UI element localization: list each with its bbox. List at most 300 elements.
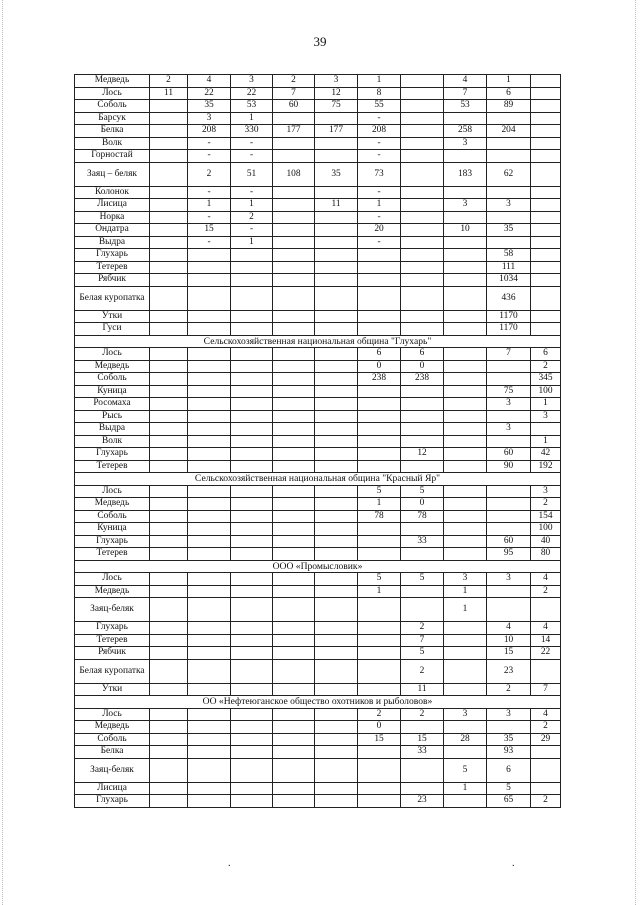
table-cell [273,398,315,411]
table-cell [487,137,531,150]
table-cell [188,435,231,448]
species-name: Тетерев [75,634,150,647]
table-cell [231,323,273,336]
species-name: Тетерев [75,261,150,274]
table-cell: - [358,137,401,150]
table-cell: 7 [401,634,444,647]
table-row [75,435,561,448]
table-row [75,795,561,808]
table-row [75,211,561,224]
table-cell: 1 [358,498,401,511]
table-cell [315,535,358,548]
table-row [75,721,561,734]
species-name: Горностай [75,150,150,163]
table-cell: 208 [188,125,231,138]
table-cell: 1 [358,585,401,598]
table-cell [150,448,188,461]
table-cell [231,498,273,511]
table-cell: 204 [487,125,531,138]
table-cell [444,236,487,249]
species-name: Лось [75,348,150,361]
table-cell [231,708,273,721]
table-cell [487,435,531,448]
table-cell: 1 [358,75,401,88]
table-cell [401,186,444,199]
table-row [75,659,561,683]
species-name: Белка [75,746,150,759]
table-cell: 8 [358,87,401,100]
table-row [75,510,561,523]
table-cell [273,186,315,199]
table-cell [401,211,444,224]
table-row [75,87,561,100]
table-cell [531,186,561,199]
table-cell [231,510,273,523]
table-cell [188,398,231,411]
table-cell [231,634,273,647]
table-row [75,261,561,274]
species-name: Глухарь [75,448,150,461]
table-cell [444,721,487,734]
table-cell [401,261,444,274]
table-cell [358,598,401,622]
table-cell: - [188,236,231,249]
section-title: Сельскохозяйственная национальная община "Глухарь" [75,335,561,348]
table-cell [531,199,561,212]
table-cell: 40 [531,535,561,548]
table-cell [150,659,188,683]
table-cell [531,162,561,186]
table-cell [444,510,487,523]
table-cell [273,385,315,398]
table-cell [188,535,231,548]
table-cell: 5 [401,573,444,586]
table-row [75,498,561,511]
table-cell [531,100,561,113]
table-cell [315,249,358,262]
table-cell [150,186,188,199]
table-cell: 3 [444,573,487,586]
section-header-row [75,335,561,348]
table-cell [401,249,444,262]
table-cell [444,683,487,696]
table-cell [273,485,315,498]
table-cell [150,125,188,138]
table-cell [444,460,487,473]
species-name: Волк [75,435,150,448]
table-cell: 1 [531,398,561,411]
table-cell [401,598,444,622]
species-name: Гуси [75,323,150,336]
table-cell [231,385,273,398]
table-cell [315,683,358,696]
table-cell [444,535,487,548]
table-cell [315,410,358,423]
table-cell [444,360,487,373]
table-cell [150,137,188,150]
table-cell [231,758,273,782]
table-cell [273,659,315,683]
table-cell [150,261,188,274]
table-cell [358,622,401,635]
table-cell: 7 [273,87,315,100]
table-cell [273,348,315,361]
table-row [75,708,561,721]
species-name: Белка [75,125,150,138]
table-cell [188,348,231,361]
table-cell [487,721,531,734]
table-row [75,573,561,586]
table-cell [401,410,444,423]
table-row [75,733,561,746]
table-cell: 2 [487,683,531,696]
table-cell: 3 [444,708,487,721]
table-cell [315,286,358,310]
table-cell [150,373,188,386]
table-cell: 5 [401,647,444,660]
table-cell [231,249,273,262]
table-row [75,125,561,138]
table-cell: 4 [531,708,561,721]
species-name: Глухарь [75,535,150,548]
table-cell [315,261,358,274]
table-cell: 6 [487,87,531,100]
table-cell [231,410,273,423]
table-row [75,647,561,660]
table-cell: 35 [487,224,531,237]
table-cell: 15 [487,647,531,660]
table-cell [358,683,401,696]
table-cell [231,721,273,734]
table-cell: 55 [358,100,401,113]
table-row [75,236,561,249]
table-cell: 7 [487,348,531,361]
table-cell [150,683,188,696]
table-cell: - [358,150,401,163]
scan-edge-left [2,0,4,905]
table-row [75,310,561,323]
table-cell [150,573,188,586]
table-cell [273,782,315,795]
table-cell [401,758,444,782]
table-cell [150,746,188,759]
table-cell [150,410,188,423]
table-cell: 89 [487,100,531,113]
table-cell [273,199,315,212]
table-cell: 3 [315,75,358,88]
table-cell [231,683,273,696]
table-cell: 3 [487,708,531,721]
table-cell [315,398,358,411]
species-name: Утки [75,310,150,323]
table-cell: 3 [444,137,487,150]
table-cell [273,211,315,224]
table-row [75,249,561,262]
species-name: Белая куропатка [75,659,150,683]
table-cell [231,261,273,274]
table-cell [188,261,231,274]
table-cell [188,498,231,511]
table-cell [444,410,487,423]
table-cell: 436 [487,286,531,310]
table-cell [188,683,231,696]
species-name: Норка [75,211,150,224]
table-cell [358,460,401,473]
table-cell [401,162,444,186]
table-cell [150,150,188,163]
table-cell: - [358,211,401,224]
table-cell [401,398,444,411]
table-cell [315,310,358,323]
table-cell: 7 [531,683,561,696]
table-cell [315,708,358,721]
table-cell [188,659,231,683]
table-cell [188,448,231,461]
table-row [75,410,561,423]
table-cell [444,286,487,310]
table-cell [273,460,315,473]
table-cell [401,460,444,473]
table-cell [273,510,315,523]
table-cell [315,323,358,336]
table-cell [315,150,358,163]
table-cell: 258 [444,125,487,138]
species-name: Куница [75,385,150,398]
table-cell [273,323,315,336]
table-cell [188,795,231,808]
table-cell: - [188,211,231,224]
table-row [75,348,561,361]
table-cell [231,435,273,448]
table-row [75,137,561,150]
table-cell [150,548,188,561]
table-cell [444,634,487,647]
table-cell [315,585,358,598]
table-cell [150,100,188,113]
table-cell [358,782,401,795]
table-cell [531,224,561,237]
table-cell [231,746,273,759]
table-cell [358,795,401,808]
species-name: Выдра [75,236,150,249]
table-cell [273,448,315,461]
table-cell [188,410,231,423]
table-cell [531,782,561,795]
table-cell [273,548,315,561]
table-cell [444,261,487,274]
scan-edge-right [635,0,637,905]
table-row [75,598,561,622]
species-name: Соболь [75,100,150,113]
table-cell [150,112,188,125]
table-cell: 0 [401,498,444,511]
table-cell [444,274,487,287]
table-cell [401,199,444,212]
table-cell [358,310,401,323]
table-cell: 238 [358,373,401,386]
table-cell [358,323,401,336]
table-cell: 51 [231,162,273,186]
species-name: Соболь [75,373,150,386]
table-cell [150,485,188,498]
species-name: Лось [75,87,150,100]
table-cell [150,782,188,795]
table-cell [401,548,444,561]
table-cell [487,410,531,423]
species-name: Волк [75,137,150,150]
table-cell [487,112,531,125]
table-cell [487,485,531,498]
table-cell [315,573,358,586]
table-cell [444,659,487,683]
table-cell [231,286,273,310]
table-cell [188,360,231,373]
table-row [75,398,561,411]
table-cell [358,448,401,461]
table-cell [273,733,315,746]
table-cell: 2 [358,708,401,721]
table-cell [487,150,531,163]
table-cell [150,274,188,287]
table-cell [315,360,358,373]
table-cell [315,548,358,561]
table-cell: 3 [487,423,531,436]
table-cell [315,647,358,660]
table-cell [315,510,358,523]
table-cell: 192 [531,460,561,473]
table-cell: 5 [358,573,401,586]
table-cell [487,236,531,249]
table-cell: 7 [444,87,487,100]
table-cell: 5 [487,782,531,795]
table-cell [531,310,561,323]
table-cell [150,535,188,548]
table-cell [188,373,231,386]
table-cell [231,523,273,536]
table-cell [531,659,561,683]
table-cell: 238 [401,373,444,386]
species-name: Соболь [75,510,150,523]
table-cell: 73 [358,162,401,186]
table-cell [401,236,444,249]
species-name: Барсук [75,112,150,125]
table-cell [150,323,188,336]
table-cell: 3 [531,485,561,498]
table-cell [531,598,561,622]
table-cell [401,721,444,734]
table-cell [188,548,231,561]
species-name: Медведь [75,75,150,88]
table-cell [531,150,561,163]
table-cell: 4 [531,573,561,586]
table-cell: 95 [487,548,531,561]
table-cell [273,498,315,511]
table-cell [150,286,188,310]
table-cell: 100 [531,523,561,536]
table-cell [231,573,273,586]
table-cell [150,224,188,237]
table-cell [231,647,273,660]
table-cell [358,423,401,436]
table-cell: 75 [487,385,531,398]
table-cell: - [231,150,273,163]
section-title: ООО «Промысловик» [75,560,561,573]
table-cell [315,622,358,635]
table-cell [444,435,487,448]
table-cell [188,485,231,498]
table-cell: 2 [531,795,561,808]
table-cell [358,410,401,423]
table-cell [358,435,401,448]
table-cell [273,573,315,586]
table-cell: 22 [231,87,273,100]
table-cell [150,310,188,323]
table-cell [315,460,358,473]
table-cell [273,634,315,647]
table-cell: 2 [531,360,561,373]
species-name: Тетерев [75,460,150,473]
table-cell: 1 [444,782,487,795]
table-cell [315,795,358,808]
table-cell [273,708,315,721]
table-row [75,186,561,199]
table-cell: 1 [188,199,231,212]
table-cell: 11 [401,683,444,696]
table-cell [188,634,231,647]
table-cell: 1 [358,199,401,212]
table-cell [150,398,188,411]
table-cell [188,708,231,721]
table-cell: 10 [444,224,487,237]
table-cell [401,137,444,150]
table-cell [315,236,358,249]
table-cell [273,310,315,323]
table-cell [150,622,188,635]
table-cell: 3 [487,199,531,212]
table-cell: 5 [401,485,444,498]
table-cell: 3 [231,75,273,88]
table-cell [315,373,358,386]
species-name: Лось [75,485,150,498]
table-cell [150,385,188,398]
table-cell: 78 [401,510,444,523]
table-cell [315,659,358,683]
table-row [75,585,561,598]
table-cell: 2 [531,498,561,511]
table-cell [150,423,188,436]
table-cell [231,535,273,548]
table-cell: 12 [401,448,444,461]
table-cell: 35 [487,733,531,746]
table-cell [273,622,315,635]
table-cell [150,721,188,734]
table-cell: 1 [231,112,273,125]
table-cell [444,498,487,511]
table-cell: 2 [150,75,188,88]
table-cell [358,398,401,411]
table-cell [444,310,487,323]
table-cell [150,510,188,523]
table-cell [150,460,188,473]
table-cell: 4 [444,75,487,88]
table-cell [444,795,487,808]
table-cell [315,274,358,287]
hunting-quota-table [74,74,561,808]
table-cell: 111 [487,261,531,274]
table-cell [231,485,273,498]
table-cell [273,746,315,759]
species-name: Лось [75,573,150,586]
